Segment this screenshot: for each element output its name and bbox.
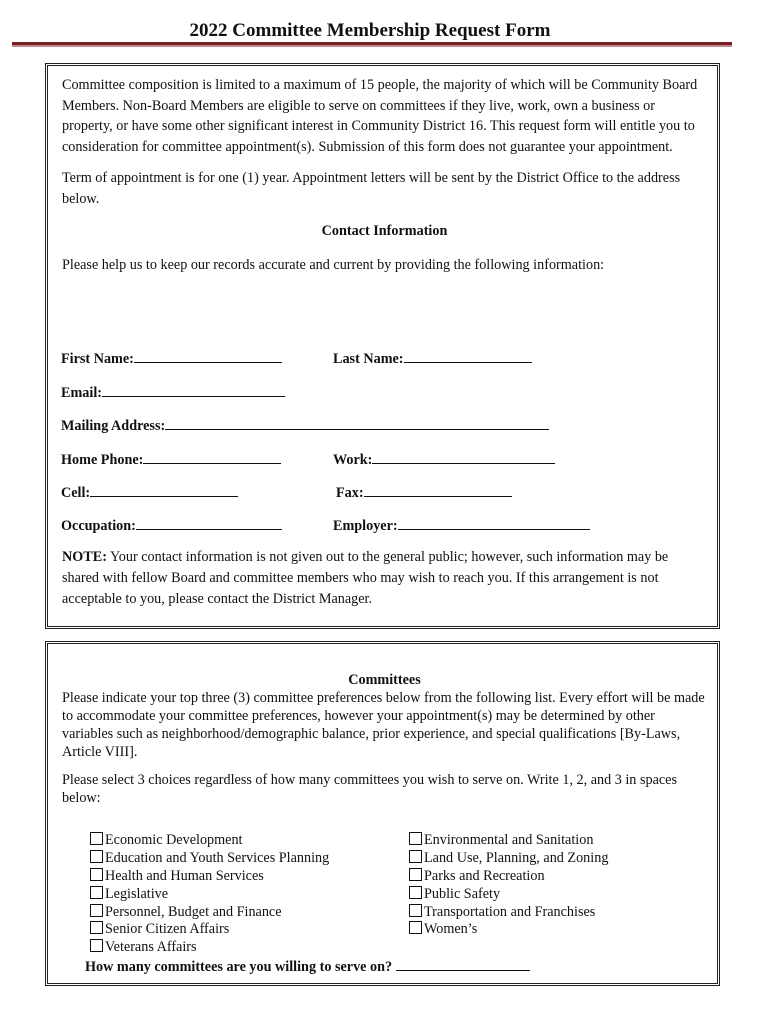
fax-label: Fax: [336,485,364,501]
first-name-label: First Name: [61,351,134,367]
checkbox[interactable] [409,832,422,845]
cell-input[interactable] [90,482,238,497]
employer-label: Employer: [333,518,398,534]
committee-label: Education and Youth Services Planning [105,850,330,866]
checkbox[interactable] [409,868,422,881]
contact-section [45,63,720,629]
checkbox-row[interactable] [90,939,197,956]
committee-label: Public Safety [424,886,501,902]
occupation-row [61,515,282,535]
committee-label: Land Use, Planning, and Zoning [424,850,609,866]
work-row [333,449,555,469]
form-title: 2022 Committee Membership Request Form [189,20,551,41]
committees-heading: Committees [348,672,421,688]
willing-input[interactable] [396,956,530,971]
checkbox-row[interactable] [90,886,168,903]
committees-paragraph-1: Please indicate your top three (3) committee preferences below from the following list. Every effort will be made to accommodate your committee preferences, however your appointment(s) may be determined by other variables such as neighborhood/demographic balance, prior experience, and special qualifications [By-Laws, Article VIII]. [62,690,705,760]
checkbox-row[interactable] [409,921,477,938]
email-input[interactable] [102,382,285,397]
committee-label: Legislative [105,886,169,902]
committees-paragraph-2: Please select 3 choices regardless of how many committees you wish to serve on. Write 1, 2, and 3 in spaces below: [62,772,677,806]
checkbox-row[interactable] [90,868,264,885]
first-name-input[interactable] [134,348,282,363]
committee-label: Personnel, Budget and Finance [105,904,282,920]
checkbox-row[interactable] [90,904,282,921]
committee-label: Veterans Affairs [105,939,197,955]
committee-label: Economic Development [105,832,243,848]
employer-row [333,515,590,535]
fax-row [336,482,512,502]
checkbox-row[interactable] [90,921,229,938]
intro-paragraph-1: Committee composition is limited to a maximum of 15 people, the majority of which will be Community Board Members. Non-Board Members are eligible to serve on committees if they live, work, own a business or property, or have some other significant interest in Community District 16. This request form will entitle you to consideration for committee appointment(s). Submission of this form does not guarantee your appointment. [62,77,698,155]
fax-input[interactable] [364,482,512,497]
cell-row [61,482,238,502]
committee-label: Transportation and Franchises [424,904,596,920]
email-label: Email: [61,385,102,401]
checkbox-row[interactable] [90,850,329,867]
title-rule [12,42,732,47]
checkbox-row[interactable] [409,904,595,921]
home-phone-label: Home Phone: [61,452,144,468]
intro-paragraph-2: Term of appointment is for one (1) year. Appointment letters will be sent by the District Office to the address below. [62,170,681,207]
committee-label: Health and Human Services [105,868,264,884]
home-phone-row [61,449,281,469]
checkbox[interactable] [90,939,103,952]
checkbox-row[interactable] [409,886,500,903]
note-label: NOTE: [62,549,107,565]
checkbox-row[interactable] [409,868,545,885]
occupation-label: Occupation: [61,518,136,534]
checkbox[interactable] [409,886,422,899]
committee-label: Women’s [424,921,478,937]
occupation-input[interactable] [136,515,282,530]
willing-row [85,956,530,976]
committee-label: Environmental and Sanitation [424,832,594,848]
mailing-address-row [61,415,549,435]
checkbox[interactable] [90,832,103,845]
employer-input[interactable] [398,515,590,530]
checkbox[interactable] [90,904,103,917]
note-block [62,547,707,610]
committee-label: Parks and Recreation [424,868,545,884]
cell-label: Cell: [61,485,91,501]
willing-label: How many committees are you willing to serve on? [85,959,393,975]
checkbox-row[interactable] [90,832,243,849]
email-row [61,382,285,402]
first-name-row [61,348,282,368]
committees-section [45,641,720,986]
checkbox[interactable] [90,850,103,863]
contact-heading: Contact Information [321,223,448,239]
committee-label: Senior Citizen Affairs [105,921,230,937]
checkbox[interactable] [409,850,422,863]
work-label: Work: [333,452,373,468]
last-name-row [333,348,532,368]
mailing-address-label: Mailing Address: [61,418,166,434]
checkbox[interactable] [409,921,422,934]
last-name-input[interactable] [404,348,532,363]
checkbox[interactable] [90,886,103,899]
work-input[interactable] [372,449,555,464]
mailing-address-input[interactable] [165,415,549,430]
last-name-label: Last Name: [333,351,404,367]
home-phone-input[interactable] [143,449,281,464]
contact-instructions: Please help us to keep our records accurate and current by providing the following information: [62,256,605,273]
checkbox[interactable] [409,904,422,917]
checkbox[interactable] [90,921,103,934]
checkbox-row[interactable] [409,832,593,849]
checkbox[interactable] [90,868,103,881]
note-text: Your contact information is not given out to the general public; however, such information may be shared with fellow Board and committee members who may wish to reach you. If this arrangement is not acceptable to you, please contact the District Manager. [62,549,669,607]
checkbox-row[interactable] [409,850,608,867]
